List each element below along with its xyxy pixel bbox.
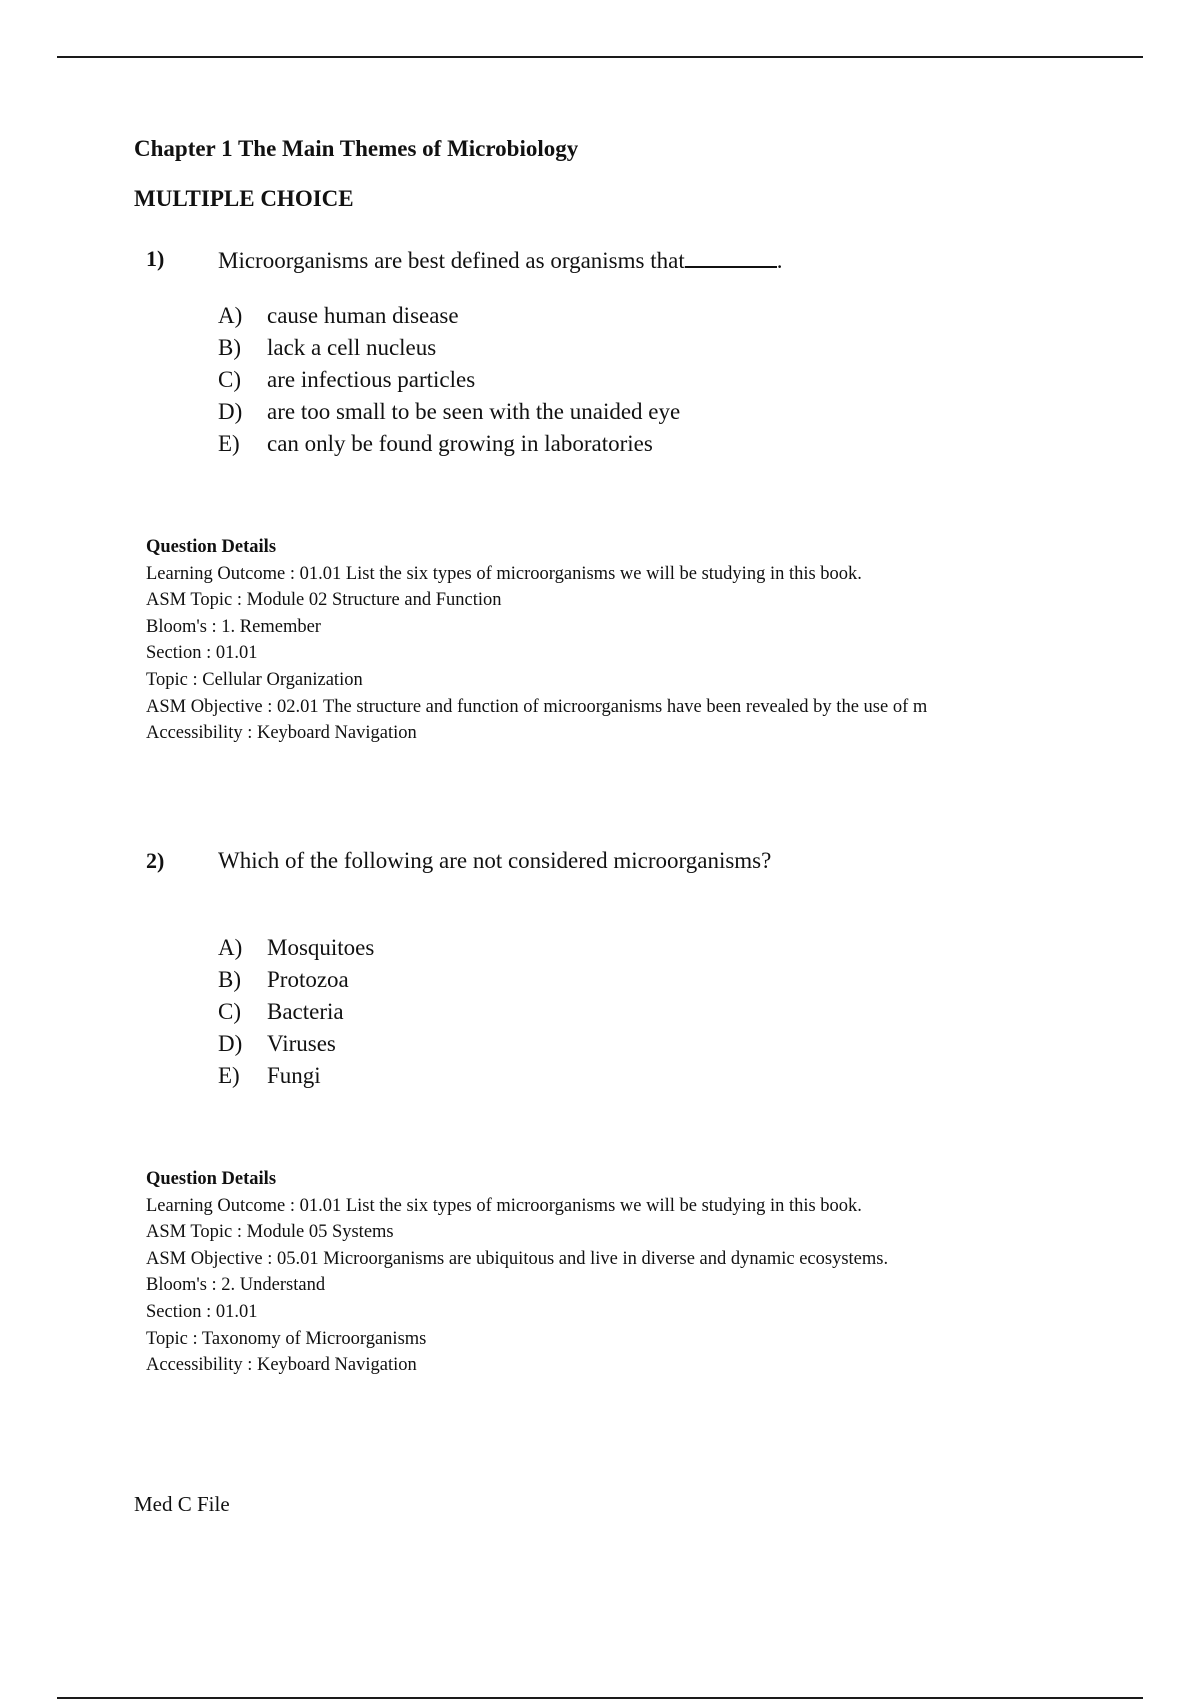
option-letter: A): [218, 303, 243, 328]
detail-line: Bloom's : 2. Understand: [146, 1275, 326, 1296]
answer-option: [218, 1060, 374, 1092]
question-details-2: [146, 1166, 1146, 1379]
detail-line: Learning Outcome : 01.01 List the six types of microorganisms we will be studying in this book.: [146, 563, 862, 584]
question-stem-suffix: .: [776, 248, 783, 273]
question-details-1: [146, 534, 1146, 747]
detail-line: Learning Outcome : 01.01 List the six types of microorganisms we will be studying in this book.: [146, 1195, 862, 1216]
answer-option: [218, 996, 374, 1028]
answer-option: [218, 396, 680, 428]
detail-line: Topic : Cellular Organization: [146, 669, 363, 690]
answer-option: [218, 932, 374, 964]
option-text: Bacteria: [267, 999, 344, 1024]
details-heading: Question Details: [146, 1169, 277, 1189]
detail-line: Bloom's : 1. Remember: [146, 616, 321, 637]
answer-options: [218, 932, 374, 1092]
detail-line: Section : 01.01: [146, 1301, 258, 1322]
answer-option: [218, 300, 680, 332]
option-text: Protozoa: [267, 967, 349, 992]
answer-blank: [685, 246, 777, 268]
option-letter: B): [218, 967, 241, 992]
detail-line: Section : 01.01: [146, 643, 258, 664]
option-letter: B): [218, 335, 241, 360]
option-letter: D): [218, 1031, 243, 1056]
detail-line: Topic : Taxonomy of Microorganisms: [146, 1328, 427, 1349]
detail-line: Accessibility : Keyboard Navigation: [146, 723, 417, 744]
answer-option: [218, 332, 680, 364]
option-letter: E): [218, 1063, 240, 1088]
option-text: can only be found growing in laboratories: [267, 431, 653, 456]
question-stem: [218, 246, 782, 274]
option-text: lack a cell nucleus: [267, 335, 437, 360]
detail-line: Accessibility : Keyboard Navigation: [146, 1355, 417, 1376]
bottom-rule: [57, 1697, 1143, 1699]
chapter-title: Chapter 1 The Main Themes of Microbiology: [134, 136, 579, 161]
section-title: MULTIPLE CHOICE: [134, 186, 354, 211]
detail-line: ASM Topic : Module 05 Systems: [146, 1222, 394, 1243]
question-stem-text: Microorganisms are best defined as organisms that: [218, 248, 685, 273]
footer-text: Med C File: [134, 1492, 230, 1516]
question-number: 2): [146, 848, 165, 873]
option-text: are too small to be seen with the unaided eye: [267, 399, 681, 424]
option-text: Fungi: [267, 1063, 321, 1088]
detail-line: ASM Objective : 02.01 The structure and function of microorganisms have been revealed by the use of m: [146, 696, 928, 717]
option-letter: D): [218, 399, 243, 424]
option-letter: C): [218, 999, 241, 1024]
detail-line: ASM Objective : 05.01 Microorganisms are ubiquitous and live in diverse and dynamic ecosystems.: [146, 1248, 889, 1269]
option-text: Viruses: [267, 1031, 336, 1056]
answer-option: [218, 428, 680, 460]
option-text: cause human disease: [267, 303, 459, 328]
top-rule: [57, 56, 1143, 58]
answer-options: [218, 300, 680, 460]
option-letter: A): [218, 935, 243, 960]
question-stem: Which of the following are not considered microorganisms?: [218, 848, 772, 873]
answer-option: [218, 964, 374, 996]
option-letter: E): [218, 431, 240, 456]
option-text: are infectious particles: [267, 367, 476, 392]
answer-option: [218, 1028, 374, 1060]
option-letter: C): [218, 367, 241, 392]
question-number: 1): [146, 246, 165, 271]
detail-line: ASM Topic : Module 02 Structure and Function: [146, 590, 502, 611]
option-text: Mosquitoes: [267, 935, 375, 960]
answer-option: [218, 364, 680, 396]
details-heading: Question Details: [146, 537, 277, 557]
